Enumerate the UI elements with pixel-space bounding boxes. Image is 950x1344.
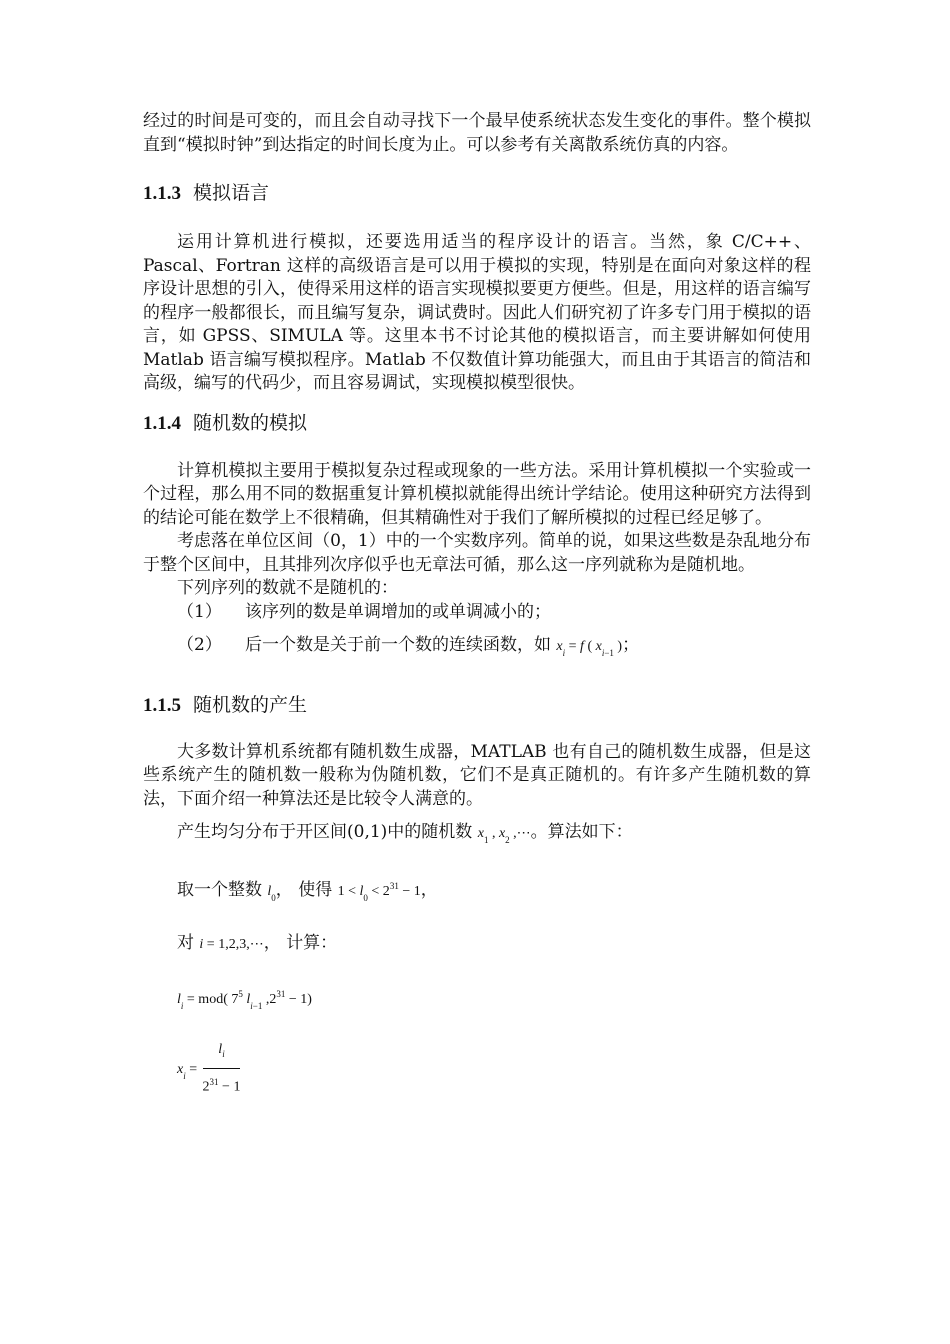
section-1-1-4-paragraph-3: 下列序列的数就不是随机的： (177, 578, 398, 598)
list-text: 该序列的数是单调增加的或单调减小的； (245, 601, 551, 622)
list-marker: （2） (177, 635, 222, 655)
math-normalize-lhs: $x_i$ = (177, 1062, 198, 1082)
section-heading-1-1-5 (143, 692, 811, 719)
math-continuous-function: $x_i = f$ ( $x_{i-1}$ ) (556, 639, 623, 658)
list-text: 后一个数是关于前一个数的连续函数，如 (245, 635, 551, 655)
intro-paragraph: 经过的时间是可变的，而且会自动寻找下一个最早使系统状态发生变化的事件。整个模拟直到“模拟时钟”到达指定的时间长度为止。可以参考有关离散系统仿真的内容。 (143, 111, 811, 155)
section-1-1-4-paragraph-2: 考虑落在单位区间（0，1）中的一个实数序列。简单的说，如果这些数是杂乱地分布于整个区间中，且其排列次序似乎也无章法可循，那么这一序列就称为是随机地。 (143, 531, 811, 575)
list-item-1 (143, 601, 811, 625)
section-number: 1.1.4 (143, 412, 181, 434)
algorithm-intro-text: 产生均匀分布于开区间(0,1)中的随机数 (177, 822, 473, 842)
section-1-1-3-paragraph: 运用计算机进行模拟，还要选用适当的程序设计的语言。当然，象 C/C++、Pascal、Fortran 这样的高级语言是可以用于模拟的实现，特别是在面向对象这样的程序设计思想的引入，使得采用这样的语言实现模拟要更方便些。但是，用这样的语言编写的程序一般都很长，而且编写复杂，调试费时。因此人们研究初了许多专门用于模拟的语言，如 GPSS、SIMULA 等。这里本书不讨论其他的模拟语言，而主要讲解如何使用 Matlab 语言编写模拟程序。Matlab 不仅数值计算功能强大，而且由于其语言的简洁和高级，编写的代码少，而且容易调试，实现模拟模型很快。 (143, 232, 811, 393)
section-title: 随机数的模拟 (193, 411, 308, 434)
formula-normalize (143, 1038, 811, 1099)
algorithm-intro-line (143, 821, 811, 853)
math-recurrence: $l_i = mod$( $7^5$ $l_{i-1}$ $,2^{31} - 1$) (177, 988, 312, 1011)
algorithm-step-seed (143, 875, 811, 911)
seed-text-end: ， (420, 879, 438, 900)
section-number: 1.1.5 (143, 694, 181, 716)
loop-text: 对 (177, 933, 194, 953)
math-normalize-fraction: $\frac{l_i}{2^{31} - 1}$ (203, 1038, 241, 1099)
formula-recurrence (143, 983, 811, 1019)
list-end-punct: ； (622, 635, 640, 655)
section-1-1-5-paragraph-1: 大多数计算机系统都有随机数生成器，MATLAB 也有自己的随机数生成器，但是这些系统产生的随机数一般称为伪随机数，它们不是真正随机的。有许多产生随机数的算法，下面介绍一种算法还是比较令人满意的。 (143, 741, 811, 809)
loop-text-end: ， 计算： (263, 933, 338, 953)
algorithm-intro-text-end: 。算法如下： (530, 822, 633, 842)
math-index-range: i = 1,2,3,⋯ (199, 937, 264, 952)
section-title: 模拟语言 (193, 182, 270, 204)
list-item-2 (143, 634, 811, 666)
section-title: 随机数的产生 (193, 693, 308, 716)
section-1-1-4-paragraph-1: 计算机模拟主要用于模拟复杂过程或现象的一些方法。采用计算机模拟一个实验或一个过程，那么用不同的数据重复计算机模拟就能得出统计学结论。使用这种研究方法得到的结论可能在数学上不很精确，但其精确性对于我们了解所模拟的过程已经足够了。 (143, 460, 811, 528)
seed-text: 取一个整数 (177, 879, 262, 900)
section-heading-1-1-3 (143, 180, 811, 207)
section-number: 1.1.3 (143, 183, 181, 204)
math-random-sequence: $x_1$ , $x_2$ ,⋯ (477, 826, 531, 845)
list-marker: （1） (177, 601, 222, 622)
math-seed-l0: $l_0$ (267, 883, 276, 903)
section-heading-1-1-4 (143, 410, 811, 437)
math-seed-range: $1 < l_0 < 2^{31} - 1$ (337, 880, 421, 903)
algorithm-step-loop (143, 932, 811, 957)
document-page (143, 110, 811, 1099)
seed-text-mid: ， 使得 (275, 879, 333, 900)
